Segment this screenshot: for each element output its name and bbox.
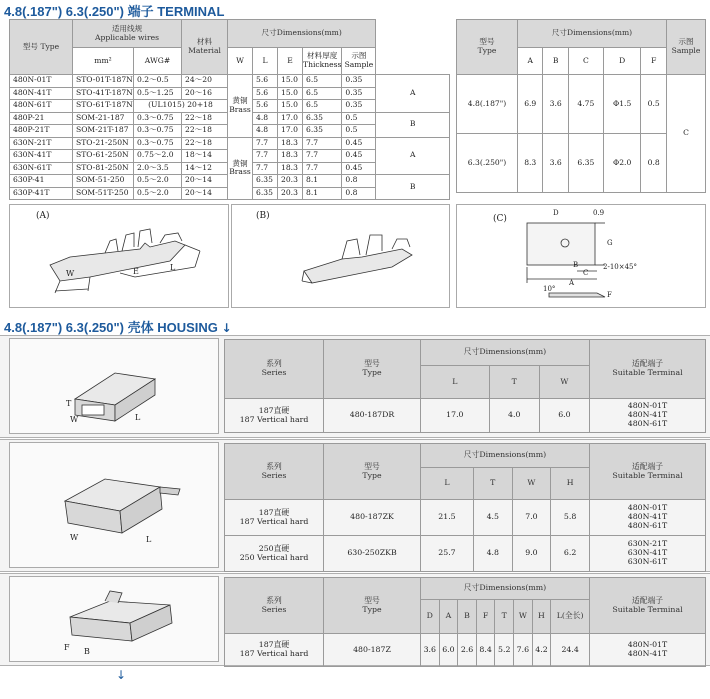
col-e-header: E — [278, 48, 303, 75]
rt-dim-header: 尺寸Dimensions(mm) — [518, 20, 667, 48]
col-type-header: 型号 Type — [10, 20, 73, 75]
col-material-header: 材料 Material — [182, 20, 228, 75]
housing-table-2: 系列 Series 型号 Type 尺寸Dimensions(mm) 适配端子 Suitable Terminal L T W H 187直硬 187 Vertical hard 480-187ZK 21.5 4.5 7.0 5.8 480N-01T 480N-41T 480N-61T 250直硬 250 Vertical hard 630-250ZKB 25.7 4.8 9.0 6.2 630N-21T 630N-41T 630N-61T — [224, 443, 706, 572]
housing-2-drawing — [10, 443, 218, 567]
rt-col-header: C — [568, 48, 603, 75]
table-row: 187直硬 187 Vertical hard 480-187Z 3.6 6.0 2.6 8.4 5.2 7.6 4.2 24.4 480N-01T 480N-41T — [225, 634, 706, 667]
terminal-c-drawing — [457, 205, 705, 307]
arrow-down-icon: ↓ — [221, 321, 232, 335]
housing-table-1: 系列 Series 型号 Type 尺寸Dimensions(mm) 适配端子 Suitable Terminal L T W 187直硬 187 Vertical hard 480-187DR 17.0 4.0 6.0 480N-01T 480N-41T 480N-61T — [224, 339, 706, 433]
col-awg-header: AWG# — [134, 48, 182, 75]
rt-type-header: 型号 Type — [457, 20, 518, 75]
col-w-header: W — [228, 48, 253, 75]
sample-cell: A — [376, 75, 450, 113]
table-row: 630N-41T STO-61-250N 0.75～2.0 18～14 7.7 18.3 7.7 0.45 — [10, 150, 450, 163]
table-row: 250直硬 250 Vertical hard 630-250ZKB 25.7 4.8 9.0 6.2 630N-21T 630N-41T 630N-61T — [225, 536, 706, 572]
table-row: 630N-21T STO-21-250N 0.3～0.75 22～18 黄铜 Brass 7.7 18.3 7.7 0.45 A — [10, 137, 450, 150]
table-row: 480P-21 SOM-21-187 0.3～0.75 22～18 4.8 17.0 6.35 0.5 B — [10, 112, 450, 125]
rt-col-header: F — [641, 48, 667, 75]
terminal-a-drawing — [10, 205, 228, 307]
col-thickness-header: 材料厚度 Thickness — [303, 48, 342, 75]
table-row: 630P-41T SOM-51T-250 0.5～2.0 20～14 6.35 20.3 8.1 0.8 — [10, 187, 450, 200]
sample-cell: B — [376, 112, 450, 137]
rt-row: 6.3(.250") 8.3 3.6 6.35 Φ2.0 0.8 — [457, 134, 706, 193]
table-row: 187直硬 187 Vertical hard 480-187ZK 21.5 4.5 7.0 5.8 480N-01T 480N-41T 480N-61T — [225, 500, 706, 536]
arrow-down-icon: ↓ — [116, 668, 127, 682]
table-row: 630P-41 SOM-51-250 0.5～2.0 20～14 6.35 20.3 8.1 0.8 B — [10, 175, 450, 188]
housing-image-3: F B — [9, 576, 219, 662]
housing-3-drawing — [10, 577, 218, 661]
table-row: 480N-61T STO-61T-187N (UL1015) 20+18 5.6 15.0 6.5 0.35 — [10, 100, 450, 113]
table-row: 480P-21T SOM-21T-187 0.3～0.75 22～18 4.8 17.0 6.35 0.5 — [10, 125, 450, 138]
col-l-header: L — [253, 48, 278, 75]
terminal-dim-table — [456, 19, 706, 193]
rt-col-header: B — [543, 48, 568, 75]
material-cell: 黄铜 Brass — [228, 75, 253, 138]
material-cell: 黄铜 Brass — [228, 137, 253, 200]
table-row: 480N-41T STO-41T-187N 0.5～1.25 20～16 5.6 15.0 6.5 0.35 — [10, 87, 450, 100]
table-row: 630N-61T STO-81-250N 2.0～3.5 14～12 7.7 18.3 7.7 0.45 — [10, 162, 450, 175]
housing-section-title: 4.8(.187") 6.3(.250") 壳体 HOUSING ↓ — [4, 320, 232, 335]
terminal-section-title: 4.8(.187") 6.3(.250") 端子 TERMINAL — [4, 4, 225, 19]
terminal-b-drawing — [232, 205, 449, 307]
col-mm-header: mm² — [73, 48, 134, 75]
housing-image-2: W L — [9, 442, 219, 568]
rt-col-header: D — [603, 48, 641, 75]
table-row: 187直硬 187 Vertical hard 480-187DR 17.0 4.0 6.0 480N-01T 480N-41T 480N-61T — [225, 399, 706, 433]
terminal-table — [9, 19, 450, 200]
rt-sample-header: 示图 Sample — [667, 20, 706, 75]
sample-cell: A — [376, 137, 450, 175]
col-sample-header: 示图 Sample — [342, 48, 376, 75]
rt-col-header: A — [518, 48, 543, 75]
table-row: 480N-01T STO-01T-187N 0.2～0.5 24～20 黄铜 Brass 5.6 15.0 6.5 0.35 A — [10, 75, 450, 88]
diagram-c: (C) D 0.9 G 2-10×45° B C A 10° F — [456, 204, 706, 308]
col-wire-header: 适用线规 Applicable wires — [73, 20, 182, 48]
diagram-b: (B) — [231, 204, 450, 308]
diagram-a: (A) W E L — [9, 204, 229, 308]
rt-row: 4.8(.187") 6.9 3.6 4.75 Φ1.5 0.5 C — [457, 75, 706, 134]
housing-table-3: 系列 Series 型号 Type 尺寸Dimensions(mm) 适配端子 Suitable Terminal D A B F T W H L(全长) 187直硬 187 Vertical hard 480-187Z 3.6 6.0 2.6 8.4 5.2 7.6 4.2 24.4 480N-01T 480N-41T — [224, 577, 706, 667]
rt-sample-c: C — [667, 75, 706, 193]
sample-cell: B — [376, 175, 450, 200]
col-dim-header: 尺寸Dimensions(mm) — [228, 20, 376, 48]
housing-1-drawing — [10, 339, 218, 433]
housing-image-1: T W L — [9, 338, 219, 434]
